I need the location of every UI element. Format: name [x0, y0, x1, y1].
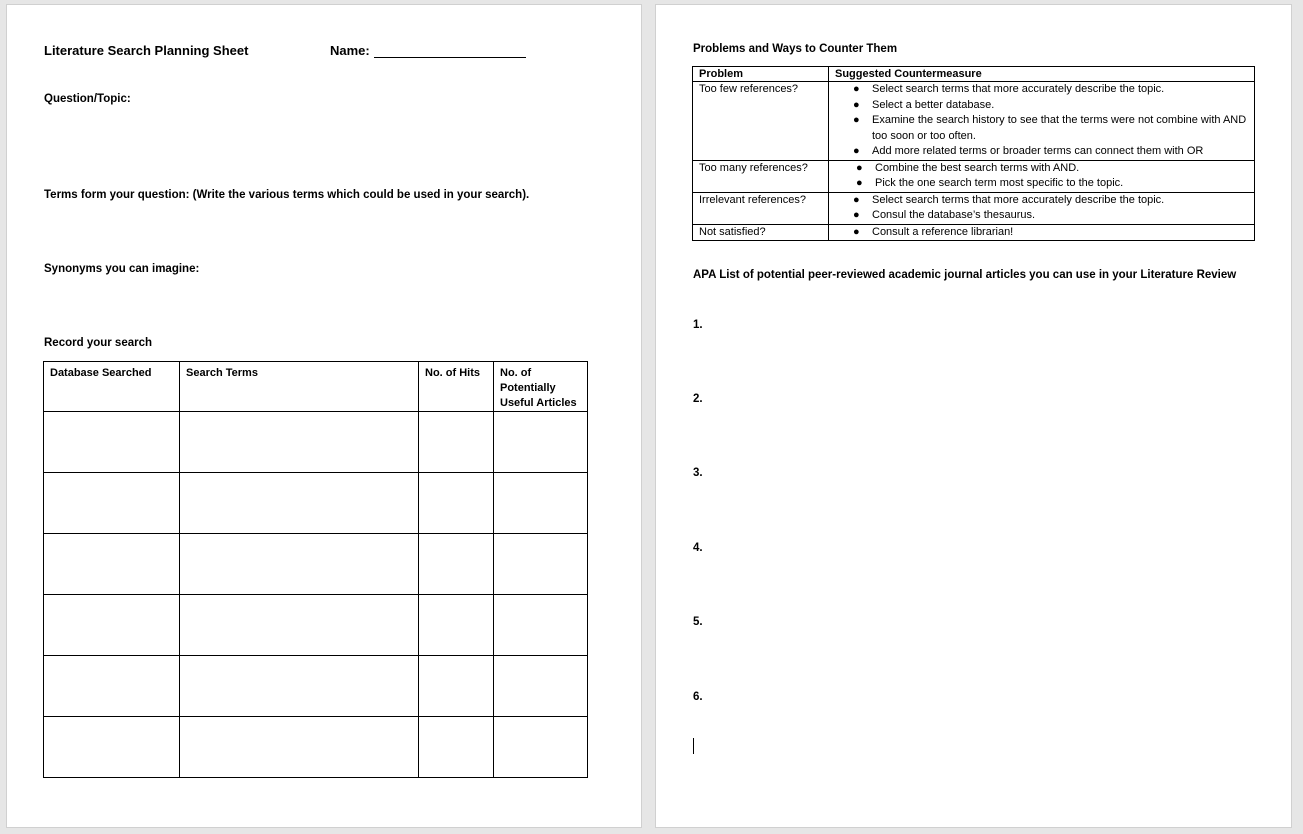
- measure-text: Consul the database’s thesaurus.: [872, 209, 1036, 221]
- name-label: Name:: [330, 43, 370, 58]
- measure-text: Select search terms that more accurately describe the topic.: [872, 193, 1165, 206]
- table-cell[interactable]: [419, 473, 494, 534]
- list-item: [835, 176, 1254, 192]
- bullet-icon: ●: [856, 161, 863, 174]
- table-cell[interactable]: [44, 595, 180, 656]
- header-search-terms: Search Terms: [180, 362, 419, 412]
- problems-header-row: [693, 67, 1255, 82]
- table-row: [693, 82, 1255, 161]
- list-number: 1.: [693, 319, 703, 331]
- sheet-title: Literature Search Planning Sheet: [44, 43, 249, 58]
- search-record-table: [43, 361, 588, 778]
- bullet-icon: ●: [853, 209, 860, 221]
- page-left: [6, 4, 642, 828]
- table-cell[interactable]: [419, 534, 494, 595]
- table-cell[interactable]: [180, 656, 419, 717]
- table-row: [44, 534, 588, 595]
- list-item: [835, 113, 1254, 144]
- table-row: [44, 717, 588, 778]
- table-row: [44, 595, 588, 656]
- measure-text: Combine the best search terms with AND.: [875, 161, 1080, 174]
- table-cell[interactable]: [494, 717, 588, 778]
- measure-text: Select search terms that more accurately describe the topic.: [872, 83, 1165, 95]
- problem-cell: Too many references?: [693, 160, 829, 192]
- measure-text: Consult a reference librarian!: [872, 225, 1014, 238]
- table-row: [44, 656, 588, 717]
- table-cell[interactable]: [180, 412, 419, 473]
- bullet-icon: ●: [853, 83, 860, 95]
- measures-list: [835, 193, 1254, 224]
- terms-label: Terms form your question: (Write the various terms which could be used in your search).: [44, 189, 530, 201]
- list-number: 6.: [693, 691, 703, 703]
- apa-list-heading: APA List of potential peer-reviewed academic journal articles you can use in your Literature Review: [693, 269, 1237, 281]
- list-item: [835, 208, 1254, 224]
- list-item: [835, 161, 1254, 177]
- table-cell[interactable]: [419, 717, 494, 778]
- table-row: [693, 160, 1255, 192]
- table-cell[interactable]: [419, 595, 494, 656]
- problems-table: [692, 66, 1255, 241]
- list-number: 2.: [693, 393, 703, 405]
- list-item: [835, 82, 1254, 98]
- table-row: [693, 224, 1255, 241]
- text-cursor-icon: [693, 738, 694, 754]
- table-cell[interactable]: [44, 412, 180, 473]
- list-number: 5.: [693, 616, 703, 628]
- table-cell[interactable]: [44, 473, 180, 534]
- header-problem: Problem: [693, 67, 829, 82]
- table-cell[interactable]: [44, 717, 180, 778]
- problem-cell: Irrelevant references?: [693, 192, 829, 224]
- header-countermeasure: Suggested Countermeasure: [829, 67, 1255, 82]
- synonyms-label: Synonyms you can imagine:: [44, 263, 200, 275]
- bullet-icon: ●: [853, 145, 860, 157]
- measures-cell: [829, 192, 1255, 224]
- table-cell[interactable]: [419, 412, 494, 473]
- search-table-header-row: [44, 362, 588, 412]
- problems-title: Problems and Ways to Counter Them: [693, 43, 898, 55]
- list-item: [835, 225, 1254, 241]
- table-cell[interactable]: [44, 534, 180, 595]
- table-cell[interactable]: [494, 412, 588, 473]
- header-no-of-hits: No. of Hits: [419, 362, 494, 412]
- list-item: [835, 193, 1254, 209]
- table-cell[interactable]: [180, 717, 419, 778]
- header-useful-articles: No. of Potentially Useful Articles: [494, 362, 588, 412]
- measures-cell: [829, 82, 1255, 161]
- bullet-icon: ●: [853, 225, 860, 238]
- table-cell[interactable]: [180, 534, 419, 595]
- table-cell[interactable]: [180, 595, 419, 656]
- table-cell[interactable]: [494, 595, 588, 656]
- table-row: [44, 473, 588, 534]
- bullet-icon: ●: [853, 114, 860, 126]
- table-cell[interactable]: [494, 473, 588, 534]
- bullet-icon: ●: [856, 177, 863, 189]
- table-cell[interactable]: [180, 473, 419, 534]
- measures-list: [835, 225, 1254, 241]
- measures-cell: [829, 160, 1255, 192]
- problem-cell: Too few references?: [693, 82, 829, 161]
- list-item: [835, 98, 1254, 114]
- table-row: [693, 192, 1255, 224]
- name-field[interactable]: [374, 57, 526, 58]
- measure-text: Examine the search history to see that the terms were not combine with AND too soon or too often.: [872, 114, 1247, 142]
- table-cell[interactable]: [419, 656, 494, 717]
- measure-text: Select a better database.: [872, 98, 995, 111]
- bullet-icon: ●: [853, 193, 860, 206]
- table-row: [44, 412, 588, 473]
- header-database-searched: Database Searched: [44, 362, 180, 412]
- measures-cell: [829, 224, 1255, 241]
- measure-text: Pick the one search term most specific to the topic.: [875, 177, 1124, 189]
- table-cell[interactable]: [494, 656, 588, 717]
- measure-text: Add more related terms or broader terms can connect them with OR: [872, 145, 1204, 157]
- list-number: 3.: [693, 467, 703, 479]
- table-cell[interactable]: [494, 534, 588, 595]
- page-right: [655, 4, 1292, 828]
- record-label: Record your search: [44, 337, 153, 349]
- question-label: Question/Topic:: [44, 93, 131, 105]
- measures-list: [835, 161, 1254, 192]
- measures-list: [835, 82, 1254, 160]
- list-item: [835, 144, 1254, 160]
- table-cell[interactable]: [44, 656, 180, 717]
- list-number: 4.: [693, 542, 703, 554]
- problem-cell: Not satisfied?: [693, 224, 829, 241]
- bullet-icon: ●: [853, 98, 860, 111]
